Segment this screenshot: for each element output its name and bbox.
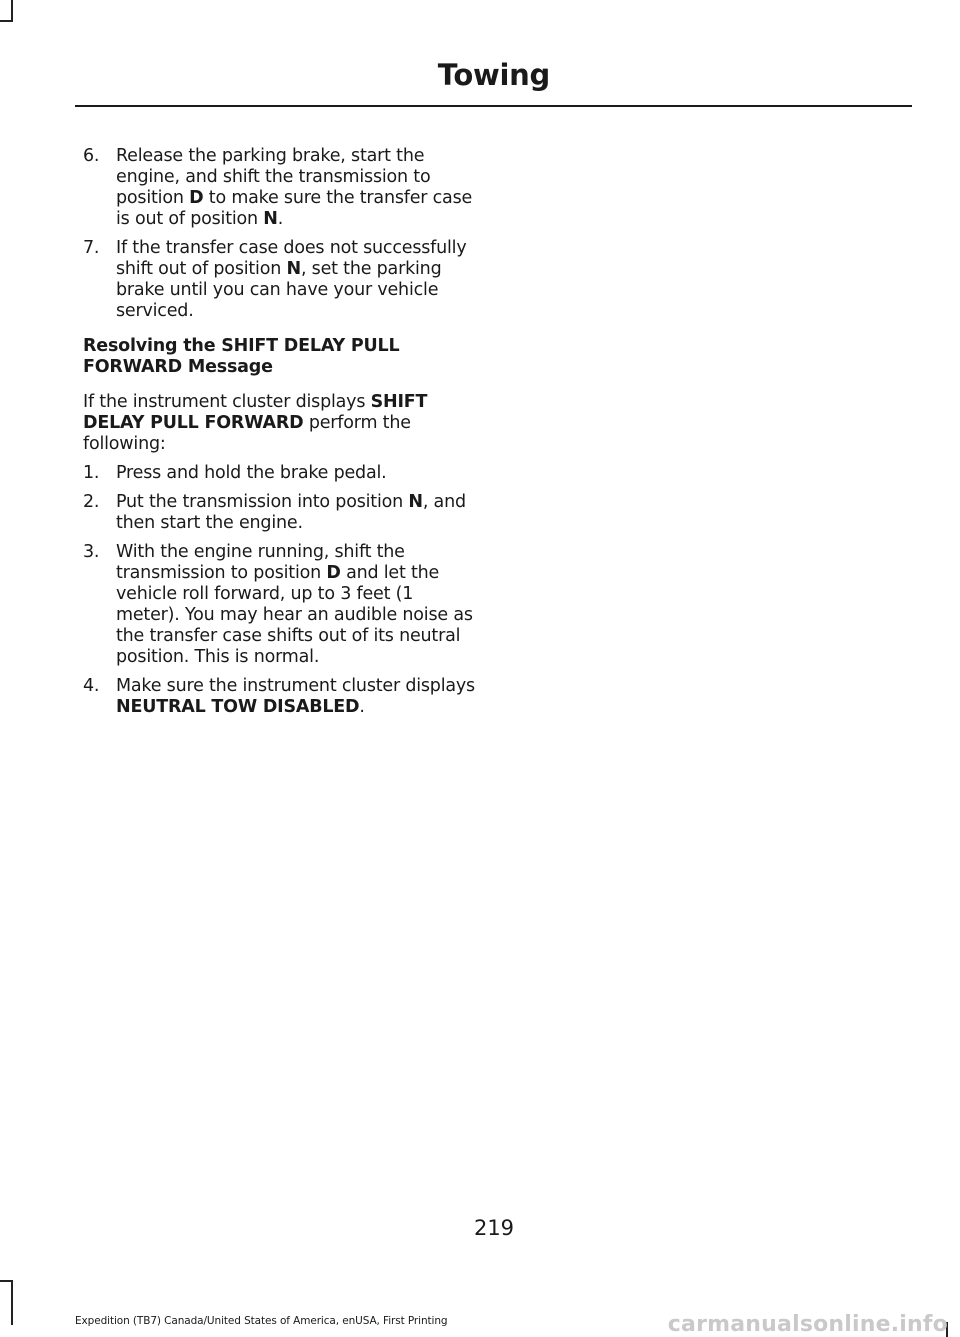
section-intro <box>83 392 478 455</box>
list-item <box>83 492 478 534</box>
steps-list-top <box>83 146 478 322</box>
text-run: Press and hold the brake pedal. <box>116 463 387 483</box>
bold-term: D <box>189 188 204 208</box>
header-rule <box>75 105 912 107</box>
bold-term: N <box>286 259 301 279</box>
crop-mark-top-left-vertical <box>11 0 13 20</box>
text-run: perform the following: <box>83 413 411 454</box>
text-run: If the instrument cluster displays <box>83 392 371 412</box>
step-number: 3. <box>83 542 100 562</box>
step-number: 7. <box>83 238 100 258</box>
text-run: Make sure the instrument cluster displays <box>116 676 475 696</box>
section-heading: Resolving the SHIFT DELAY PULL FORWARD Message <box>83 336 400 377</box>
list-item <box>83 676 478 718</box>
bold-term: N <box>263 209 278 229</box>
text-run: Put the transmission into position <box>116 492 409 512</box>
list-item <box>83 463 478 484</box>
text-run: With the engine running, shift the transmission to position <box>116 542 405 583</box>
main-content <box>83 146 478 726</box>
footer-edition-text: Expedition (TB7) Canada/United States of America, enUSA, First Printing <box>75 1315 448 1327</box>
step-number: 6. <box>83 146 100 166</box>
crop-mark-bottom-left-vertical <box>11 1280 13 1325</box>
step-text <box>116 676 475 717</box>
step-text <box>116 542 473 667</box>
step-text <box>116 492 466 533</box>
text-run: and let the vehicle roll forward, up to 3 feet (1 meter). You may hear an audible noise as the transfer case shifts out of its neutral position. This is normal. <box>116 563 473 667</box>
page-title: Towing <box>437 58 550 92</box>
list-item <box>83 146 478 230</box>
step-number: 2. <box>83 492 100 512</box>
step-text <box>116 463 387 483</box>
text-run: . <box>277 209 284 229</box>
text-run: . <box>359 697 365 717</box>
step-text <box>116 146 472 229</box>
step-number: 4. <box>83 676 100 696</box>
crop-mark-bottom-left-horizontal <box>0 1280 13 1282</box>
text-run: to make sure the transfer case is out of position <box>116 188 473 229</box>
step-text <box>116 238 467 321</box>
step-number: 1. <box>83 463 100 483</box>
list-item <box>83 238 478 322</box>
text-run: , and then start the engine. <box>116 492 466 533</box>
page-number: 219 <box>473 1216 515 1240</box>
bold-term: D <box>326 563 341 583</box>
text-run: , set the parking brake until you can have your vehicle serviced. <box>116 259 442 321</box>
text-run: Release the parking brake, start the engine, and shift the transmission to position <box>116 146 431 208</box>
list-item <box>83 542 478 668</box>
watermark: carmanualsonline.info <box>667 1312 948 1337</box>
text-run: If the transfer case does not successfully shift out of position <box>116 238 467 279</box>
bold-term: SHIFT DELAY PULL FORWARD <box>83 392 428 433</box>
steps-list-section <box>83 463 478 718</box>
crop-mark-top-left-horizontal <box>0 20 13 22</box>
bold-term: NEUTRAL TOW DISABLED <box>116 697 360 717</box>
bold-term: N <box>408 492 423 512</box>
